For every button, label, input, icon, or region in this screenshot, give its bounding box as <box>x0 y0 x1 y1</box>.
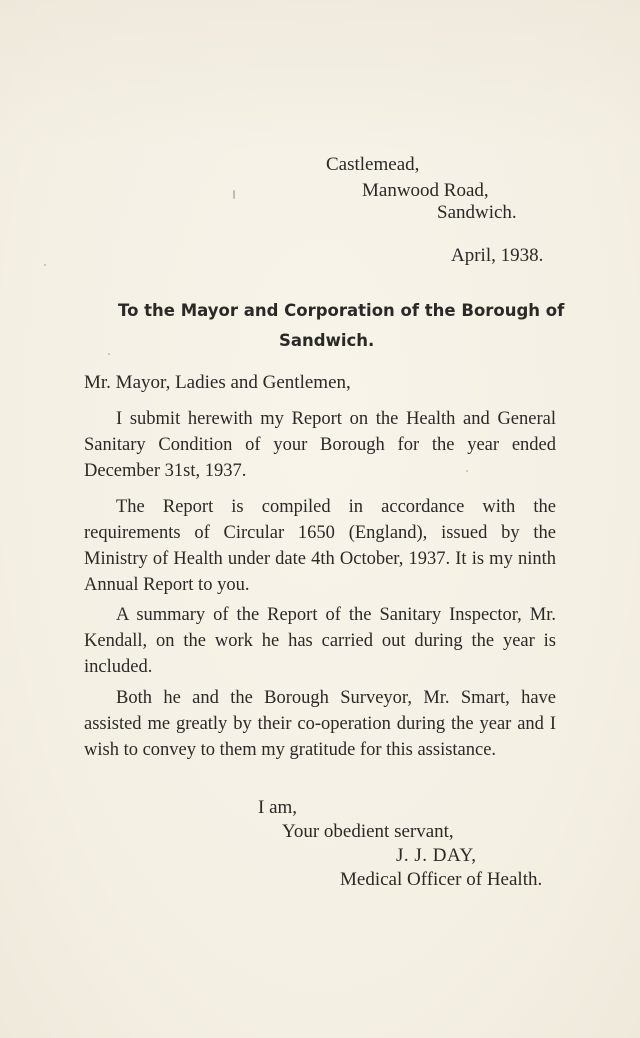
paper-speck <box>44 264 46 266</box>
salutation: Mr. Mayor, Ladies and Gentlemen, <box>84 372 351 393</box>
closing-line-2: Your obedient servant, <box>282 821 454 842</box>
address-line-3: Sandwich. <box>437 202 517 223</box>
letter-date: April, 1938. <box>451 245 544 266</box>
address-line-1: Castlemead, <box>326 154 420 175</box>
show-through-area <box>0 0 640 150</box>
paper-speck <box>233 190 235 199</box>
closing-line-1: I am, <box>258 797 298 818</box>
heading-line-1: To the Mayor and Corporation of the Borough of <box>118 301 565 320</box>
paragraph-1: I submit herewith my Report on the Health and General Sanitary Condition of your Borough for the year ended December 31st, 1937. <box>84 409 556 481</box>
address-line-2: Manwood Road, <box>362 180 489 201</box>
paper-speck <box>108 353 110 355</box>
paragraph-3: A summary of the Report of the Sanitary Inspector, Mr. Kendall, on the work he has carried out during the year is included. <box>84 605 556 677</box>
signatory-title: Medical Officer of Health. <box>340 869 543 890</box>
signatory-name: J. J. DAY, <box>396 845 477 866</box>
paragraph-4: Both he and the Borough Surveyor, Mr. Smart, have assisted me greatly by their co-operation during the year and I wish to convey to them my gratitude for this assistance. <box>84 688 556 760</box>
paragraph-2: The Report is compiled in accordance with the requirements of Circular 1650 (England), issued by the Ministry of Health under date 4th October, 1937. It is my ninth Annual Report to you. <box>84 497 556 595</box>
paper-speck <box>466 470 468 472</box>
heading-line-2: Sandwich. <box>279 331 375 350</box>
